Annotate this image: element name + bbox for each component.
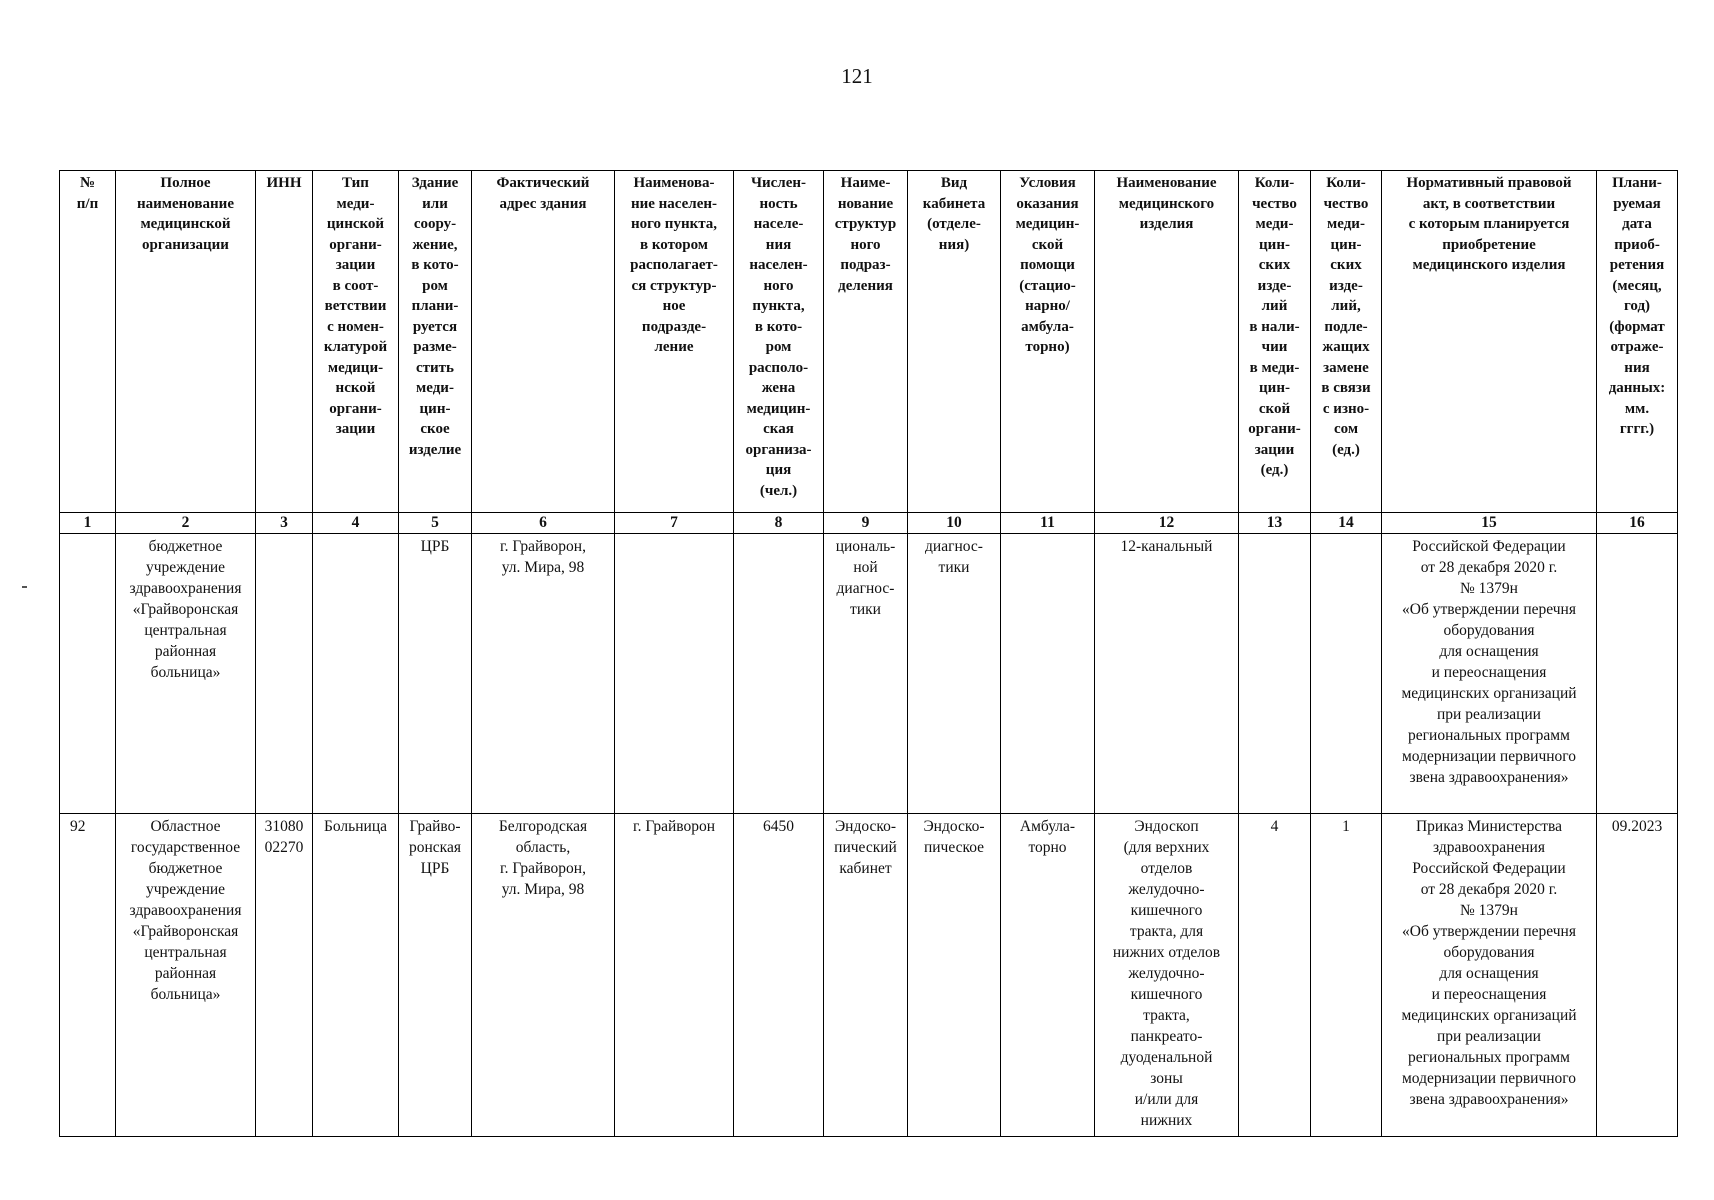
column-number: 4 — [313, 513, 399, 534]
header-cell: Вид кабинета (отделе- ния) — [908, 171, 1001, 513]
header-cell: Наиме- нование структур ного подраз- деления — [824, 171, 908, 513]
header-cell: ИНН — [256, 171, 313, 513]
column-number: 5 — [399, 513, 472, 534]
header-row — [60, 171, 1678, 513]
column-number: 2 — [116, 513, 256, 534]
table-cell — [1001, 534, 1095, 814]
table-cell — [1239, 534, 1311, 814]
column-number: 16 — [1597, 513, 1678, 534]
table-cell: Грайво- ронская ЦРБ — [399, 814, 472, 1137]
header-cell: Коли- чество меди- цин- ских изде- лий, подле- жащих замене в связи с изно- сом (ед.) — [1311, 171, 1382, 513]
table-cell: бюджетное учреждение здравоохранения «Грайворонская центральная районная больница» — [116, 534, 256, 814]
header-cell: Фактический адрес здания — [472, 171, 615, 513]
column-number-row — [60, 513, 1678, 534]
header-cell: Условия оказания медицин- ской помощи (стацио- нарно/ амбула- торно) — [1001, 171, 1095, 513]
header-cell: Числен- ность населе- ния населен- ного пункта, в кото- ром располо- жена медицин- ская организа- ция (чел.) — [734, 171, 824, 513]
column-number: 9 — [824, 513, 908, 534]
column-number: 13 — [1239, 513, 1311, 534]
column-number: 8 — [734, 513, 824, 534]
header-cell: Здание или соору- жение, в кото- ром плани- руется разме- стить меди- цин- ское изделие — [399, 171, 472, 513]
table-row — [60, 534, 1678, 814]
table-cell: 6450 — [734, 814, 824, 1137]
header-cell: Полное наименование медицинской организации — [116, 171, 256, 513]
margin-mark — [22, 586, 27, 588]
table-cell — [313, 534, 399, 814]
table-cell: 1 — [1311, 814, 1382, 1137]
table-cell: 92 — [60, 814, 116, 1137]
column-number: 14 — [1311, 513, 1382, 534]
table-cell: Российской Федерации от 28 декабря 2020 г. № 1379н «Об утверждении перечня оборудования для оснащения и переоснащения медицинских организаций при реализации региональных программ модернизации первичного звена здравоохранения» — [1382, 534, 1597, 814]
table-cell — [256, 534, 313, 814]
table-cell — [60, 534, 116, 814]
column-number: 6 — [472, 513, 615, 534]
table-cell: Эндоско- пическое — [908, 814, 1001, 1137]
column-number: 1 — [60, 513, 116, 534]
table-cell: Областное государственное бюджетное учреждение здравоохранения «Грайворонская центральная районная больница» — [116, 814, 256, 1137]
table-cell: Эндоско- пический кабинет — [824, 814, 908, 1137]
table-cell: диагнос- тики — [908, 534, 1001, 814]
header-cell: Плани- руемая дата приоб- ретения (месяц, год) (формат отраже- ния данных: мм. гггг.) — [1597, 171, 1678, 513]
table-cell: 31080 02270 — [256, 814, 313, 1137]
column-number: 7 — [615, 513, 734, 534]
table-cell: г. Грайворон — [615, 814, 734, 1137]
table-cell: Больница — [313, 814, 399, 1137]
table-cell: Приказ Министерства здравоохранения Российской Федерации от 28 декабря 2020 г. № 1379н «Об утверждении перечня оборудования для оснащения и переоснащения медицинских организаций при реализации региональных программ модернизации первичного звена здравоохранения» — [1382, 814, 1597, 1137]
table-cell — [1311, 534, 1382, 814]
table-cell: 4 — [1239, 814, 1311, 1137]
table-cell: Амбула- торно — [1001, 814, 1095, 1137]
header-cell: Наименова- ние населен- ного пункта, в котором располагает- ся структур- ное подразде- ление — [615, 171, 734, 513]
table-row — [60, 814, 1678, 1137]
column-number: 12 — [1095, 513, 1239, 534]
column-number: 15 — [1382, 513, 1597, 534]
header-cell: Тип меди- цинской органи- зации в соот- ветствии с номен- клатурой медици- нской органи- зации — [313, 171, 399, 513]
equipment-table-container — [59, 170, 1677, 1136]
column-number: 3 — [256, 513, 313, 534]
equipment-table — [59, 170, 1678, 1137]
header-cell: Наименование медицинского изделия — [1095, 171, 1239, 513]
column-number: 10 — [908, 513, 1001, 534]
table-cell — [1597, 534, 1678, 814]
table-cell: ЦРБ — [399, 534, 472, 814]
table-cell: 09.2023 — [1597, 814, 1678, 1137]
table-cell: циональ- ной диагнос- тики — [824, 534, 908, 814]
table-cell — [615, 534, 734, 814]
table-cell — [734, 534, 824, 814]
table-cell: г. Грайворон, ул. Мира, 98 — [472, 534, 615, 814]
table-cell: Белгородская область, г. Грайворон, ул. Мира, 98 — [472, 814, 615, 1137]
page-number: 121 — [841, 64, 873, 88]
table-cell: Эндоскоп (для верхних отделов желудочно- кишечного тракта, для нижних отделов желудочно- кишечного тракта, панкреато- дуоденальной зоны и/или для нижних — [1095, 814, 1239, 1137]
table-cell: 12-канальный — [1095, 534, 1239, 814]
column-number: 11 — [1001, 513, 1095, 534]
header-cell: Коли- чество меди- цин- ских изде- лий в нали- чии в меди- цин- ской органи- зации (ед.) — [1239, 171, 1311, 513]
header-cell: № п/п — [60, 171, 116, 513]
header-cell: Нормативный правовой акт, в соответствии с которым планируется приобретение медицинского изделия — [1382, 171, 1597, 513]
